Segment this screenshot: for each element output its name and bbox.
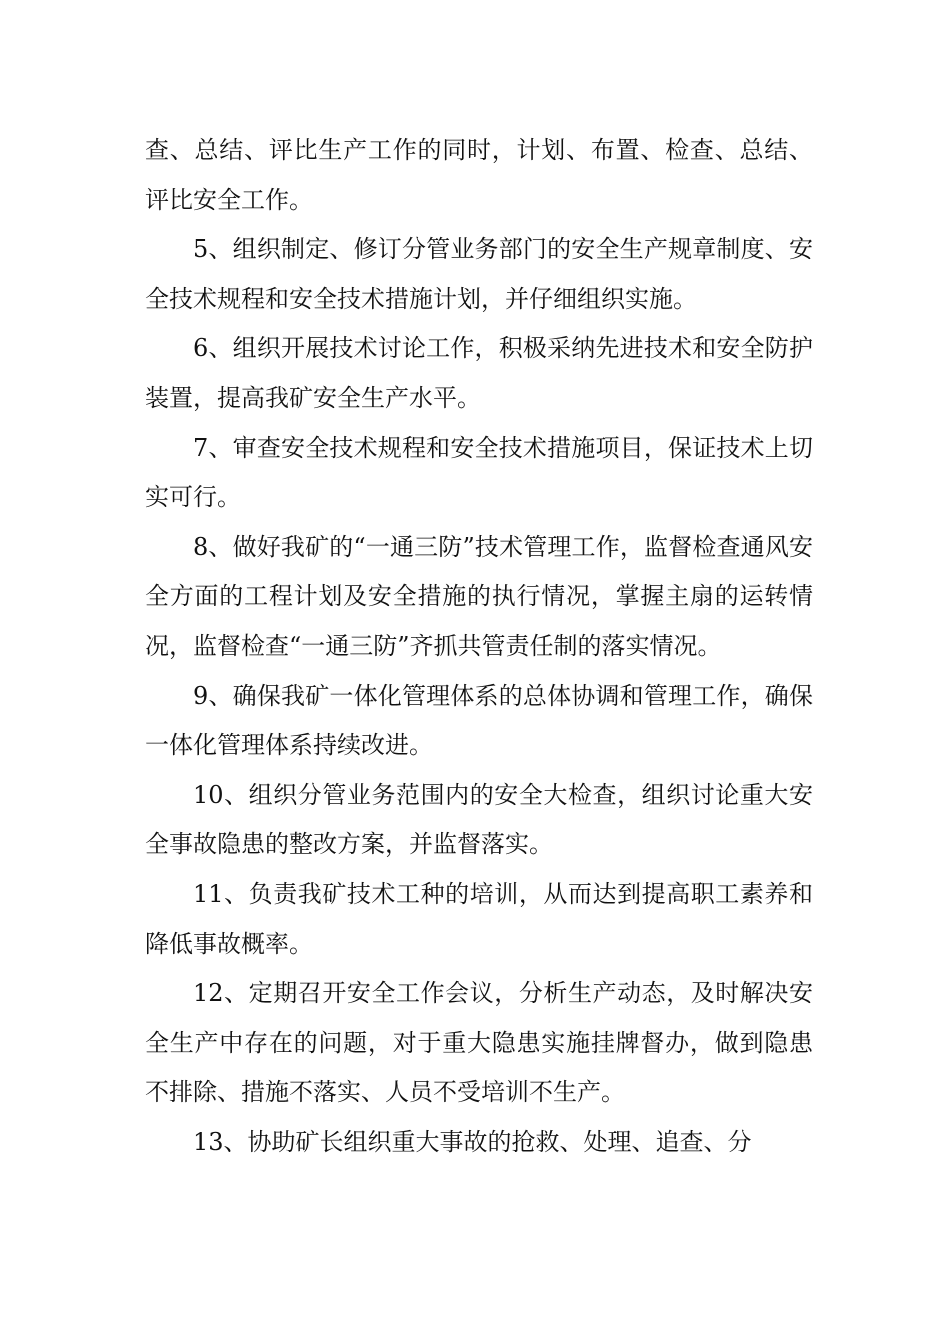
paragraph-item-12: 12、定期召开安全工作会议，分析生产动态，及时解决安全生产中存在的问题，对于重大隐患实施挂牌督办，做到隐患不排除、措施不落实、人员不受培训不生产。 — [145, 979, 813, 1107]
paragraph-continuation: 查、总结、评比生产工作的同时，计划、布置、检查、总结、评比安全工作。 — [145, 136, 813, 214]
paragraph-item-8: 8、做好我矿的“一通三防”技术管理工作，监督检查通风安全方面的工程计划及安全措施的执行情况，掌握主扇的运转情况，监督检查“一通三防”齐抓共管责任制的落实情况。 — [145, 532, 813, 660]
paragraph-item-10: 10、组织分管业务范围内的安全大检查，组织讨论重大安全事故隐患的整改方案，并监督落实。 — [145, 780, 813, 859]
paragraph-item-9: 9、确保我矿一体化管理体系的总体协调和管理工作，确保一体化管理体系持续改进。 — [145, 681, 813, 760]
paragraph-item-5: 5、组织制定、修订分管业务部门的安全生产规章制度、安全技术规程和安全技术措施计划，并仔细组织实施。 — [145, 235, 813, 313]
paragraph-item-6: 6、组织开展技术讨论工作，积极采纳先进技术和安全防护装置，提高我矿安全生产水平。 — [145, 334, 813, 412]
paragraph-item-11: 11、负责我矿技术工种的培训，从而达到提高职工素养和降低事故概率。 — [145, 879, 813, 958]
document-body — [145, 126, 813, 1167]
paragraph-item-13: 13、协助矿长组织重大事故的抢救、处理、追查、分 — [193, 1127, 752, 1156]
paragraph-item-7: 7、审查安全技术规程和安全技术措施项目，保证技术上切实可行。 — [145, 433, 813, 512]
